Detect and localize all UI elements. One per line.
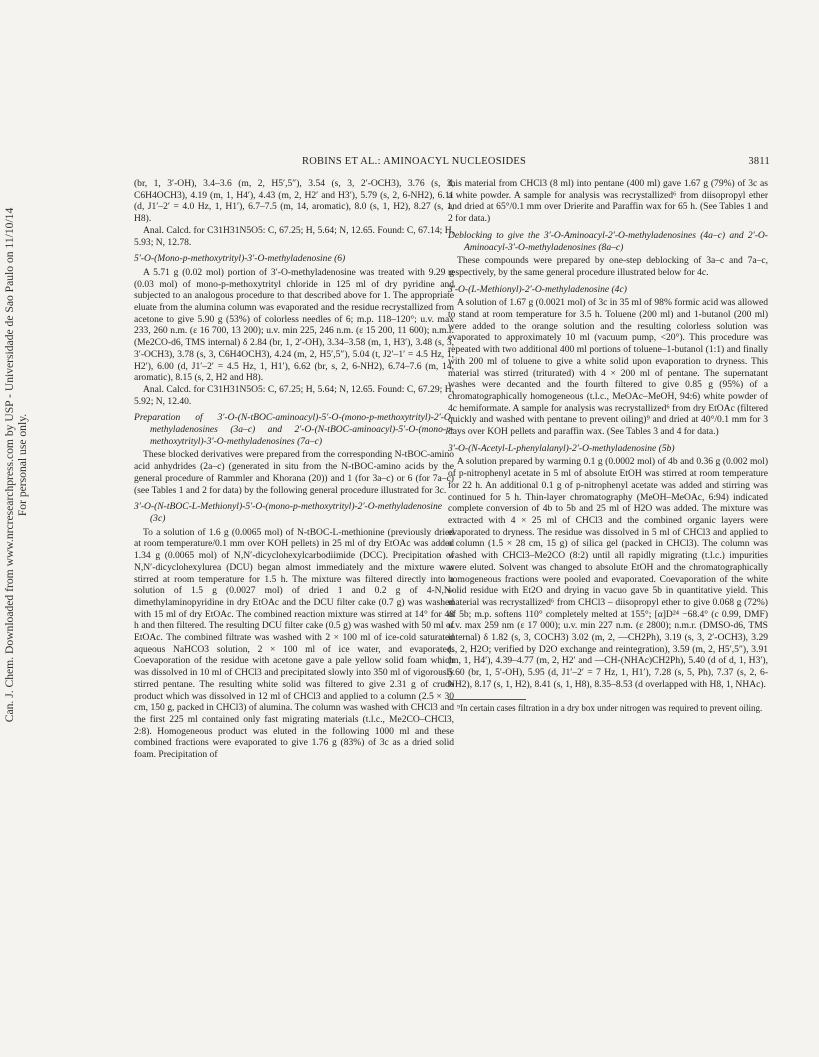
left-column [134,178,454,1038]
personal-use-line: For personal use only. [15,413,29,517]
body-paragraph: A solution of 1.67 g (0.0021 mol) of 3c in 35 ml of 98% formic acid was allowed to stand at room temperature for 3.5 h. Toluene (200 ml) and 1-butanol (200 ml) were added to the orange solution and the resulting colorless solution was evaporated to approximately 10 ml (vacuum pump, <20°). This procedure was repeated with two additional 400 ml portions of toluene–1-butanol (1:1) and finally with 200 ml of toluene to give a white solid upon evaporation to dryness. This material was stirred (triturated) with 4 × 200 ml of pentane. The supernatant washes were decanted and the fourth filtered to give 0.85 g (95%) of a chromatographically homogeneous (t.l.c., MeOAc–MeOH, 94:6) white powder of 4c hemiformate. A sample for analysis was recrystallized⁶ from dry EtOAc (filtered quickly and washed with pentane to prevent oiling)⁹ and dried at 40°/0.1 mm for 3 days over KOH pellets and paraffin wax. (See Tables 3 and 4 for data.) [448,297,768,438]
section-heading: 5′-O-(Mono-p-methoxytrityl)-3′-O-methyladenosine (6) [134,253,346,265]
section-heading: Preparation of 3′-O-(N-tBOC-aminoacyl)-5′-O-(mono-p-methoxytrityl)-2′-O-methyladenosines (3a–c) and 2′-O-(N-tBOC-aminoacyl)-5′-O-(mono-p-methoxytrityl)-3′-O-methyladenosines (7a–c) [134,412,454,447]
body-paragraph: These compounds were prepared by one-step deblocking of 3a–c and 7a–c, respectively, by the same general procedure illustrated below for 4c. [448,255,768,278]
running-title: ROBINS ET AL.: AMINOACYL NUCLEOSIDES [302,156,527,167]
download-watermark [0,120,34,810]
download-source-line: Can. J. Chem. Downloaded from www.nrcresearchpress.com by USP - Universidade de Sao Paulo on 11/10/14 [3,207,16,723]
body-paragraph: These blocked derivatives were prepared from the corresponding N-tBOC-amino acid anhydrides (2a–c) (generated in situ from the N-tBOC-amino acids by the general procedure of Rammler and Khorana (20)) and 1 (for 3a–c) or 6 (for 7a–c) (see Tables 1 and 2 for data) by the following general procedure illustrated for 3c. [134,449,454,496]
elemental-analysis: Anal. Calcd. for C31H31N5O5: C, 67.25; H, 5.64; N, 12.65. Found: C, 67.14; H, 5.93; N, 12.78. [134,224,454,248]
section-heading: Deblocking to give the 3′-O-Aminoacyl-2′-O-methyladenosines (4a–c) and 2′-O-Aminoacyl-3′-O-methyladenosines (8a–c) [448,229,768,253]
download-notice [4,120,29,810]
section-heading: 3′-O-(N-tBOC-L-Methionyl)-5′-O-(mono-p-methoxytrityl)-2′-O-methyladenosine (3c) [134,501,442,524]
body-paragraph: (br, 1, 3′-OH), 3.4–3.6 (m, 2, H5′,5″), 3.54 (s, 3, 2′-OCH3), 3.76 (s, 3, C6H4OCH3), 4.19 (m, 1, H4′), 4.43 (m, 2, H2′ and H3′), 5.79 (s, 2, 6-NH2), 6.11 (d, J1′–2′ = 4.0 Hz, 1, H1′), 6.7–7.5 (m, 14, aromatic), 8.0 (s, 1, H2), 8.27 (s, 1, H8). [134,178,454,225]
running-header [150,156,770,170]
page-number: 3811 [748,156,770,167]
elemental-analysis: Anal. Calcd. for C31H31N5O5: C, 67.25; H, 5.64; N, 12.65. Found: C, 67.29; H, 5.92; N, 12.40. [134,383,454,407]
section-heading: 3′-O-(N-Acetyl-L-phenylalanyl)-2′-O-methyladenosine (5b) [448,442,675,454]
footnote-rule [448,699,526,700]
body-paragraph: this material from CHCl3 (8 ml) into pentane (400 ml) gave 1.67 g (79%) of 3c as a white powder. A sample for analysis was recrystallized⁶ from diisopropyl ether and dried at 65°/0.1 mm over Drierite and Paraffin wax for 65 h. (See Tables 1 and 2 for data.) [448,178,768,225]
section-heading: 3′-O-(L-Methionyl)-2′-O-methyladenosine (4c) [448,283,627,295]
right-column [448,178,768,1038]
footnote: ⁹In certain cases filtration in a dry box under nitrogen was required to prevent oiling. [457,702,763,713]
body-paragraph: To a solution of 1.6 g (0.0065 mol) of N-tBOC-L-methionine (previously dried at room temperature/0.1 mm over KOH pellets) in 25 ml of dry EtOAc was added 1.34 g (0.0065 mol) of N,N′-dicyclohexylcarbodiimide (DCC). Precipitation of N,N′-dicyclohexylurea (DCU) began almost immediately and the mixture was stirred at room temperature for 1.5 h. The mixture was filtered directly into a solution of 1.5 g (0.0027 mol) of dried 1 and 0.2 g of 4-N,N-dimethylaminopyridine in dry EtOAc and the DCU filter cake (0.7 g) was washed with 15 ml of dry EtOAc. The combined reaction mixture was stirred at 14° for 48 h and then filtered. The resulting DCU filter cake (0.5 g) was washed with 50 ml of EtOAc. The combined filtrate was washed with 2 × 100 ml of ice-cold saturated aqueous NaHCO3 solution, 2 × 100 ml of ice water, and evaporated. Coevaporation of the residue with acetone gave a pale yellow solid foam which was dissolved in 10 ml of CHCl3 and precipitated slowly into 350 ml of vigorously stirred pentane. The resulting white solid was filtered to give 2.31 g of crude product which was dissolved in 12 ml of CHCl3 and applied to a column (2.5 × 30 cm, 150 g, packed in CHCl3) of alumina. The column was washed with CHCl3 and the first 225 ml contained only fast migrating materials (t.l.c., Me2CO–CHCl3, 2:8). Homogeneous product was eluted in the following 1000 ml and these combined fractions were evaporated to give 1.76 g (83%) of 3c as a dried solid foam. Precipitation of [134,526,454,761]
body-paragraph: A solution prepared by warming 0.1 g (0.0002 mol) of 4b and 0.36 g (0.002 mol) of p-nitrophenyl acetate in 5 ml of absolute EtOH was stirred at room temperature for 22 h. An additional 0.1 g of p-nitrophenyl acetate was added and stirring was continued for 5 h. Thin-layer chromatography (MeOH–MeOAc, 6:94) indicated complete conversion of 4b to 5b and 25 ml of H2O was added. The mixture was extracted with 4 × 25 ml of CHCl3 and the combined organic layers were evaporated to dryness. The residue was dissolved in 5 ml of CHCl3 and applied to a column (1.5 × 28 cm, 15 g) of silica gel (packed in CHCl3). The column was washed with CHCl3–Me2CO (8:2) until all rapidly migrating (t.l.c.) impurities were eluted. Solvent was changed to absolute EtOH and the chromatographically homogeneous fractions were pooled and evaporated. Coevaporation of the white solid residue with Et2O and drying in vacuo gave 5b in quantitative yield. This material was recrystallized⁶ from CHCl3 – diisopropyl ether to give 0.068 g (72%) of 5b; m.p. softens 110° completely melted at 155°; [α]D²⁴ −68.4° (c 0.99, DMF) u.v. max 259 nm (ε 17 000); u.v. min 227 n.m. (ε 2800); n.m.r. (DMSO-d6, TMS internal) δ 1.82 (s, 3, COCH3) 3.02 (m, 2, —CH2Ph), 3.19 (s, 3, 2′-OCH3), 3.29 (s, 2, H2O; verified by D2O exchange and reintegration), 3.59 (m, 2, H5′,5″), 3.91 (m, 1, H4′), 4.39–4.77 (m, 2, H2′ and —CH-(NHAc)CH2Ph), 5.40 (d of d, 1, H3′), 5.60 (br, 1, 5′-OH), 5.95 (d, J1′–2′ = 7 Hz, 1, H1′), 7.28 (s, 5, Ph), 7.37 (s, 2, 6-NH2), 8.17 (s, 1, H2), 8.41 (s, 1, H8), 8.35–8.53 (d overlapped with H8, 1, NHAc). [448,456,768,690]
body-paragraph: A 5.71 g (0.02 mol) portion of 3′-O-methyladenosine was treated with 9.29 g (0.03 mol) of mono-p-methoxytrityl chloride in 125 ml of dry pyridine and subjected to an analogous procedure to that described above for 1. The appropriate eluate from the alumina column was evaporated and the residue recrystallized from acetone to give 5.90 g (53%) of colorless needles of 6; m.p. 118–120°; u.v. max 233, 260 n.m. (ε 16 700, 13 200); u.v. min 225, 246 n.m. (ε 15 200, 11 600); n.m.r. (Me2CO-d6, TMS internal) δ 2.84 (br, 1, 2′-OH), 3.34–3.58 (m, 1, H3′), 3.48 (s, 3, 3′-OCH3), 3.78 (s, 3, C6H4OCH3), 4.24 (m, 2, H5′,5″), 5.04 (t, J2′–1′ = 4.5 Hz, 1, H2′), 6.00 (d, J1′–2′ = 4.5 Hz, 1, H1′), 6.62 (br, s, 2, 6-NH2), 6.74–7.6 (m, 14, aromatic), 8.15 (s, 2, H2 and H8). [134,266,454,384]
